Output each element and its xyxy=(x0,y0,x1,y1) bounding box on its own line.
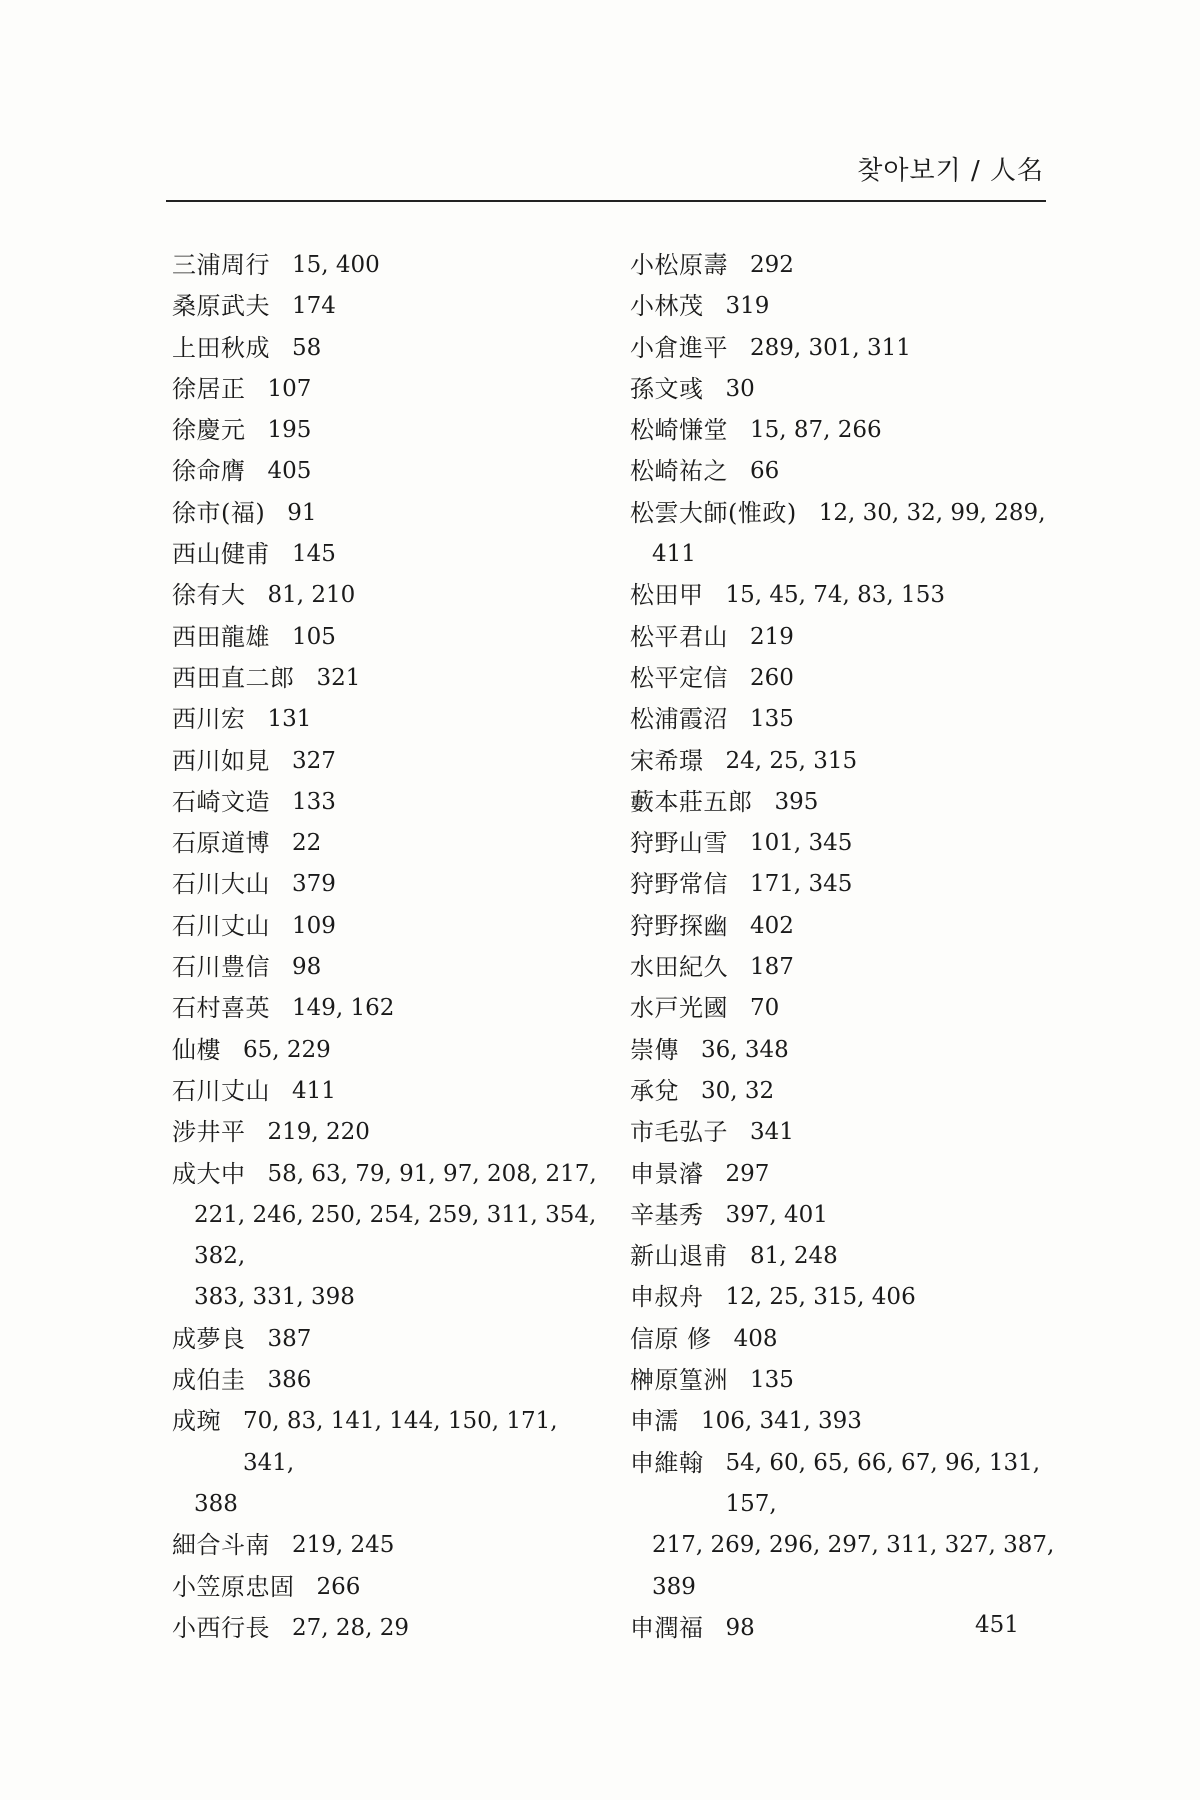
entry-name: 徐慶元 xyxy=(172,416,246,445)
entry-name: 涉井平 xyxy=(172,1118,246,1147)
entry-name: 徐有大 xyxy=(172,581,246,610)
entry-pages xyxy=(292,906,602,947)
index-entry xyxy=(630,1443,1060,1526)
entry-page-list: 319 xyxy=(725,293,770,320)
entry-pages xyxy=(268,1360,603,1401)
entry-name: 小笠原忠固 xyxy=(172,1572,295,1601)
index-entry xyxy=(630,1195,1060,1236)
entry-name: 小西行長 xyxy=(172,1613,270,1642)
index-entry xyxy=(630,823,1060,864)
entry-page-list: 289, 301, 311 xyxy=(750,334,911,361)
entry-page-list: 219, 220 xyxy=(267,1119,370,1146)
entry-page-list: 135 xyxy=(750,706,794,733)
entry-pages xyxy=(292,286,602,327)
entry-name: 上田秋成 xyxy=(172,333,270,362)
entry-name: 榊原篁洲 xyxy=(630,1366,728,1395)
entry-pages xyxy=(750,1360,1060,1401)
index-entry xyxy=(172,451,602,492)
entry-name: 徐居正 xyxy=(172,374,246,403)
entry-pages xyxy=(292,823,602,864)
entry-page-list: 297 xyxy=(725,1160,770,1187)
entry-page-list: 266 xyxy=(316,1573,361,1600)
entry-pages xyxy=(734,1319,1060,1360)
entry-name: 承兌 xyxy=(630,1076,679,1105)
entry-pages xyxy=(287,493,602,534)
header-rule xyxy=(166,200,1046,202)
index-entry xyxy=(630,493,1060,534)
entry-pages xyxy=(750,988,1060,1029)
entry-page-list: 15, 400 xyxy=(292,252,380,278)
index-entry xyxy=(630,699,1060,740)
entry-pages xyxy=(726,1443,1061,1526)
index-entry xyxy=(172,1030,602,1071)
entry-pages xyxy=(292,245,602,286)
index-entry xyxy=(630,988,1060,1029)
entry-pages xyxy=(243,1030,602,1071)
entry-page-list: 98 xyxy=(292,954,322,981)
entry-name: 水田紀久 xyxy=(630,953,728,982)
entry-name: 細合斗南 xyxy=(172,1531,270,1560)
index-entry xyxy=(172,1071,602,1112)
index-entry xyxy=(172,906,602,947)
entry-pages xyxy=(775,782,1061,823)
index-entry-continuation xyxy=(172,1195,602,1278)
entry-pages xyxy=(750,245,1060,286)
index-entry-continuation xyxy=(172,1277,602,1318)
entry-name: 小林茂 xyxy=(630,292,704,321)
index-entry xyxy=(630,947,1060,988)
entry-name: 松田甲 xyxy=(630,581,704,610)
entry-pages xyxy=(292,864,602,905)
index-entry xyxy=(172,947,602,988)
entry-name: 宋希璟 xyxy=(630,746,704,775)
entry-name: 信原 修 xyxy=(630,1324,712,1353)
entry-name: 松雲大師(惟政) xyxy=(630,498,797,527)
entry-page-list: 174 xyxy=(292,293,336,320)
entry-pages xyxy=(292,1608,602,1649)
entry-name: 成夢良 xyxy=(172,1324,246,1353)
page-number: 451 xyxy=(975,1612,1019,1638)
index-entry xyxy=(172,1525,602,1566)
index-entry xyxy=(630,245,1060,286)
entry-page-list: 135 xyxy=(750,1367,794,1394)
entry-pages xyxy=(268,451,603,492)
entry-page-list: 105 xyxy=(292,623,336,650)
entry-name: 申叔舟 xyxy=(630,1283,704,1312)
entry-page-list: 131 xyxy=(267,706,312,733)
entry-name: 石原道博 xyxy=(172,829,270,858)
index-entry-continuation xyxy=(630,534,1060,575)
entry-page-list: 133 xyxy=(292,788,336,815)
entry-name: 小倉進平 xyxy=(630,333,728,362)
entry-page-list: 149, 162 xyxy=(292,995,395,1022)
entry-pages xyxy=(292,1071,602,1112)
entry-pages xyxy=(268,410,603,451)
entry-page-list: 408 xyxy=(733,1325,778,1352)
entry-page-list: 145 xyxy=(292,541,336,568)
entry-name: 石川大山 xyxy=(172,870,270,899)
entry-page-list: 397, 401 xyxy=(725,1201,828,1228)
entry-page-list: 101, 345 xyxy=(750,830,853,857)
entry-page-list: 321 xyxy=(316,664,361,691)
entry-page-list: 379 xyxy=(292,871,336,898)
entry-page-list: 12, 30, 32, 99, 289, xyxy=(818,499,1046,526)
entry-name: 松浦霞沼 xyxy=(630,705,728,734)
index-entry xyxy=(172,534,602,575)
entry-page-list: 327 xyxy=(292,747,336,774)
index-entry xyxy=(630,1277,1060,1318)
entry-name: 西川如見 xyxy=(172,746,270,775)
index-entry xyxy=(172,369,602,410)
entry-page-list: 66 xyxy=(750,458,780,485)
entry-name: 西田直二郎 xyxy=(172,663,295,692)
entry-page-list: 27, 28, 29 xyxy=(292,1614,410,1641)
entry-name: 藪本莊五郎 xyxy=(630,787,753,816)
index-entry xyxy=(630,1319,1060,1360)
index-entry-continuation xyxy=(172,1484,602,1525)
right-index-column xyxy=(630,245,1060,1649)
entry-name: 松崎慊堂 xyxy=(630,416,728,445)
left-index-column xyxy=(172,245,602,1649)
entry-name: 石川丈山 xyxy=(172,1076,270,1105)
entry-pages xyxy=(701,1030,1060,1071)
index-entry xyxy=(630,906,1060,947)
index-entry xyxy=(172,286,602,327)
entry-pages xyxy=(268,699,603,740)
entry-page-list: 411 xyxy=(292,1077,336,1104)
entry-name: 辛基秀 xyxy=(630,1200,704,1229)
entry-page-list: 58, 63, 79, 91, 97, 208, 217, xyxy=(267,1160,597,1187)
entry-name: 水戸光國 xyxy=(630,994,728,1023)
entry-pages xyxy=(292,947,602,988)
index-entry xyxy=(630,1030,1060,1071)
entry-page-list: 106, 341, 393 xyxy=(701,1408,862,1435)
entry-name: 石崎文造 xyxy=(172,787,270,816)
entry-page-list: 219, 245 xyxy=(292,1532,395,1559)
entry-page-list-continued: 411 xyxy=(652,541,696,568)
index-entry xyxy=(172,741,602,782)
index-entry xyxy=(172,658,602,699)
entry-pages xyxy=(750,1236,1060,1277)
entry-page-list-continued: 383, 331, 398 xyxy=(194,1284,355,1311)
entry-name: 申潤福 xyxy=(630,1613,704,1642)
entry-name: 孫文彧 xyxy=(630,374,704,403)
entry-page-list: 187 xyxy=(750,954,794,981)
entry-name: 崇傳 xyxy=(630,1035,679,1064)
index-entry xyxy=(630,451,1060,492)
entry-pages xyxy=(750,617,1060,658)
entry-pages xyxy=(292,988,602,1029)
entry-name: 成大中 xyxy=(172,1159,246,1188)
index-entry-continuation xyxy=(630,1525,1060,1608)
entry-pages xyxy=(750,864,1060,905)
entry-page-list: 70 xyxy=(750,995,780,1022)
entry-pages xyxy=(750,823,1060,864)
entry-pages xyxy=(292,741,602,782)
entry-page-list: 91 xyxy=(287,499,317,526)
entry-page-list: 24, 25, 315 xyxy=(725,747,858,774)
entry-name: 松平君山 xyxy=(630,622,728,651)
entry-pages xyxy=(750,1112,1060,1153)
index-entry xyxy=(630,286,1060,327)
entry-page-list: 107 xyxy=(267,375,312,402)
entry-pages xyxy=(750,699,1060,740)
entry-name: 仙樓 xyxy=(172,1035,221,1064)
entry-page-list: 219 xyxy=(750,623,794,650)
index-entry xyxy=(172,988,602,1029)
entry-name: 狩野山雪 xyxy=(630,829,728,858)
entry-pages xyxy=(750,906,1060,947)
entry-page-list: 402 xyxy=(750,912,794,939)
index-entry xyxy=(630,864,1060,905)
index-entry xyxy=(630,741,1060,782)
index-entry xyxy=(630,1360,1060,1401)
index-entry xyxy=(630,617,1060,658)
entry-pages xyxy=(268,369,603,410)
entry-pages xyxy=(317,658,603,699)
entry-pages xyxy=(726,369,1061,410)
index-entry xyxy=(630,1071,1060,1112)
entry-pages xyxy=(750,947,1060,988)
index-entry xyxy=(630,658,1060,699)
entry-pages xyxy=(292,534,602,575)
entry-page-list-continued: 217, 269, 296, 297, 311, 327, 387, 389 xyxy=(652,1532,1055,1600)
running-header: 찾아보기 / 人名 xyxy=(857,156,1044,186)
entry-pages xyxy=(292,617,602,658)
entry-page-list: 386 xyxy=(267,1367,312,1394)
index-entry xyxy=(172,1112,602,1153)
entry-name: 松崎祐之 xyxy=(630,457,728,486)
entry-name: 申景濬 xyxy=(630,1159,704,1188)
index-entry xyxy=(630,782,1060,823)
index-entry xyxy=(172,1360,602,1401)
entry-pages xyxy=(726,1277,1061,1318)
entry-pages xyxy=(726,1195,1061,1236)
entry-pages xyxy=(268,1319,603,1360)
index-entry xyxy=(172,1608,602,1649)
index-entry xyxy=(172,328,602,369)
index-entry xyxy=(172,493,602,534)
index-entry xyxy=(630,1154,1060,1195)
index-entry xyxy=(630,328,1060,369)
entry-pages xyxy=(268,1112,603,1153)
entry-pages xyxy=(701,1401,1060,1442)
entry-pages xyxy=(750,328,1060,369)
entry-pages xyxy=(726,575,1061,616)
entry-name: 狩野探幽 xyxy=(630,911,728,940)
entry-name: 三浦周行 xyxy=(172,251,270,279)
index-entry xyxy=(172,410,602,451)
entry-name: 新山退甫 xyxy=(630,1242,728,1271)
entry-page-list: 341 xyxy=(750,1119,794,1146)
index-entry xyxy=(172,1154,602,1195)
entry-page-list: 30, 32 xyxy=(701,1077,775,1104)
entry-page-list: 12, 25, 315, 406 xyxy=(725,1284,916,1311)
entry-name: 西山健甫 xyxy=(172,540,270,569)
index-entry xyxy=(172,1567,602,1608)
index-entry xyxy=(172,823,602,864)
index-entry xyxy=(172,864,602,905)
entry-pages xyxy=(317,1567,603,1608)
entry-page-list: 387 xyxy=(267,1325,312,1352)
index-entry xyxy=(630,575,1060,616)
entry-page-list: 58 xyxy=(292,334,322,361)
entry-page-list: 405 xyxy=(267,458,312,485)
entry-page-list: 171, 345 xyxy=(750,871,853,898)
entry-page-list: 54, 60, 65, 66, 67, 96, 131, 157, xyxy=(725,1449,1041,1517)
entry-name: 市毛弘子 xyxy=(630,1118,728,1147)
entry-pages xyxy=(701,1071,1060,1112)
entry-page-list: 81, 210 xyxy=(267,582,356,609)
index-entry xyxy=(172,782,602,823)
entry-page-list: 260 xyxy=(750,664,794,691)
entry-page-list-continued: 221, 246, 250, 254, 259, 311, 354, 382, xyxy=(194,1201,597,1270)
entry-pages xyxy=(268,1154,603,1195)
entry-page-list: 65, 229 xyxy=(243,1036,331,1063)
entry-pages xyxy=(750,410,1060,451)
entry-name: 松平定信 xyxy=(630,663,728,692)
entry-pages xyxy=(726,1154,1061,1195)
entry-pages xyxy=(819,493,1060,534)
entry-page-list: 292 xyxy=(750,252,794,278)
entry-name: 西川宏 xyxy=(172,705,246,734)
entry-page-list: 81, 248 xyxy=(750,1243,838,1270)
entry-name: 徐命膺 xyxy=(172,457,246,486)
entry-name: 西田龍雄 xyxy=(172,622,270,651)
entry-pages xyxy=(268,575,603,616)
entry-name: 石村喜英 xyxy=(172,994,270,1023)
entry-name: 申濡 xyxy=(630,1407,679,1436)
entry-page-list: 395 xyxy=(774,788,819,815)
entry-page-list: 98 xyxy=(725,1614,755,1641)
index-entry xyxy=(172,1319,602,1360)
index-entry xyxy=(630,1236,1060,1277)
entry-name: 申維翰 xyxy=(630,1448,704,1477)
entry-pages xyxy=(292,782,602,823)
entry-pages xyxy=(243,1401,602,1484)
entry-pages xyxy=(726,741,1061,782)
entry-name: 小松原壽 xyxy=(630,251,728,279)
entry-page-list: 30 xyxy=(725,375,755,402)
entry-page-list: 70, 83, 141, 144, 150, 171, 341, xyxy=(243,1408,558,1476)
index-entry xyxy=(630,1112,1060,1153)
index-entry xyxy=(630,1401,1060,1442)
index-entry xyxy=(172,1401,602,1484)
entry-name: 狩野常信 xyxy=(630,870,728,899)
entry-pages xyxy=(750,658,1060,699)
entry-page-list-continued: 388 xyxy=(194,1490,238,1517)
index-entry xyxy=(630,410,1060,451)
entry-page-list: 109 xyxy=(292,912,336,939)
entry-name: 徐市(福) xyxy=(172,498,266,527)
entry-pages xyxy=(726,286,1061,327)
entry-pages xyxy=(292,1525,602,1566)
index-entry xyxy=(172,245,602,286)
index-entry xyxy=(630,369,1060,410)
entry-pages xyxy=(292,328,602,369)
entry-page-list: 195 xyxy=(267,417,312,444)
index-entry xyxy=(172,699,602,740)
index-entry xyxy=(172,575,602,616)
index-entry xyxy=(172,617,602,658)
entry-page-list: 15, 87, 266 xyxy=(750,417,882,444)
entry-name: 成伯圭 xyxy=(172,1366,246,1395)
entry-name: 成琬 xyxy=(172,1407,221,1436)
entry-name: 石川丈山 xyxy=(172,911,270,940)
entry-name: 石川豊信 xyxy=(172,953,270,982)
entry-page-list: 22 xyxy=(292,830,322,857)
entry-page-list: 15, 45, 74, 83, 153 xyxy=(725,582,945,609)
entry-name: 桑原武夫 xyxy=(172,292,270,321)
entry-page-list: 36, 348 xyxy=(701,1036,789,1063)
entry-pages xyxy=(750,451,1060,492)
